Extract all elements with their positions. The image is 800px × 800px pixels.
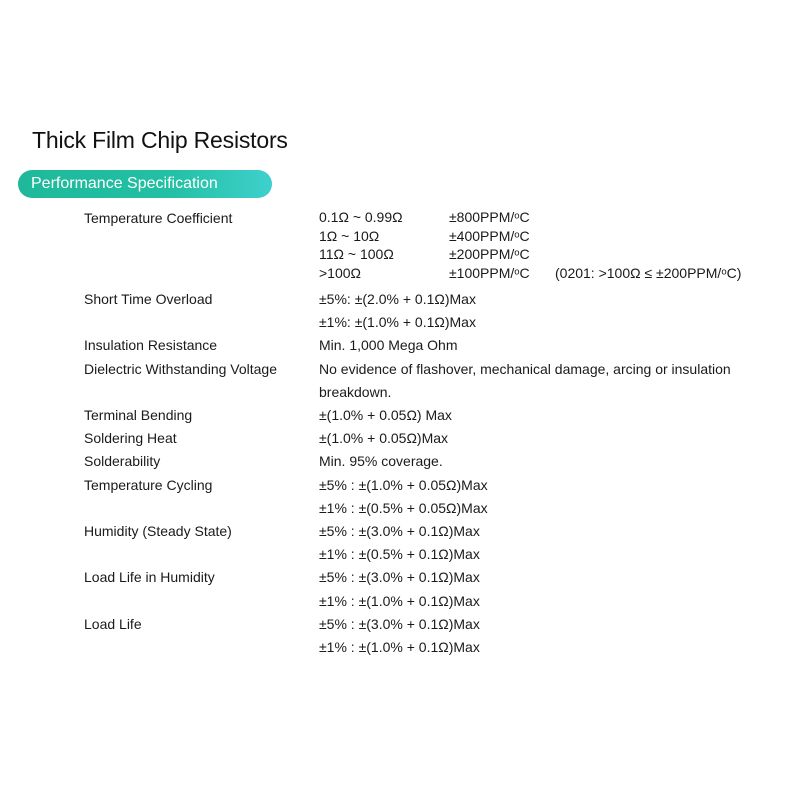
spec-label: Solderability — [84, 453, 161, 470]
spec-row — [84, 288, 774, 334]
spec-value: ±(1.0% + 0.05Ω)Max — [319, 430, 449, 447]
spec-value: ±1%: ±(1.0% + 0.1Ω)Max — [319, 314, 476, 331]
spec-value: breakdown. — [319, 383, 392, 400]
spec-value: ±5% : ±(1.0% + 0.05Ω)Max — [319, 476, 488, 493]
spec-row — [84, 334, 774, 357]
tc-ppm: ±100PPM/ᵒC — [449, 264, 530, 281]
spec-value: No evidence of flashover, mechanical damage, arcing or insulation — [319, 360, 731, 377]
spec-value: ±1% : ±(0.5% + 0.05Ω)Max — [319, 499, 488, 516]
spec-value: ±1% : ±(1.0% + 0.1Ω)Max — [319, 592, 480, 609]
spec-values — [319, 427, 774, 450]
spec-label: Terminal Bending — [84, 407, 193, 424]
spec-row — [84, 358, 774, 404]
spec-label: Load Life — [84, 615, 142, 632]
tc-ppm: ±800PPM/ᵒC — [449, 209, 530, 225]
spec-label: Humidity (Steady State) — [84, 523, 232, 540]
tc-ppm: ±400PPM/ᵒC — [449, 227, 530, 244]
spec-rows — [84, 288, 774, 659]
spec-values — [319, 404, 774, 427]
spec-row — [84, 427, 774, 450]
spec-values — [319, 450, 774, 473]
spec-value: ±5% : ±(3.0% + 0.1Ω)Max — [319, 615, 480, 632]
spec-label: Insulation Resistance — [84, 337, 218, 354]
spec-label: Short Time Overload — [84, 291, 213, 307]
tc-row — [319, 264, 774, 283]
spec-value: Min. 1,000 Mega Ohm — [319, 337, 458, 354]
spec-value: ±5% : ±(3.0% + 0.1Ω)Max — [319, 523, 480, 540]
spec-value: ±1% : ±(0.5% + 0.1Ω)Max — [319, 546, 480, 563]
spec-label: Dielectric Withstanding Voltage — [84, 360, 277, 377]
spec-row — [84, 404, 774, 427]
tc-ppm: ±200PPM/ᵒC — [449, 246, 530, 262]
section-banner: Performance Specification — [18, 170, 272, 198]
spec-row — [84, 474, 774, 520]
tc-row — [319, 245, 774, 264]
spec-values — [319, 474, 774, 520]
spec-values — [319, 613, 774, 659]
tc-range: 0.1Ω ~ 0.99Ω — [319, 209, 403, 225]
spec-row-temperature-coefficient — [84, 206, 774, 288]
spec-row — [84, 613, 774, 659]
spec-row — [84, 450, 774, 473]
spec-label: Load Life in Humidity — [84, 569, 215, 586]
spec-value: ±5% : ±(3.0% + 0.1Ω)Max — [319, 569, 480, 586]
spec-value: ±5%: ±(2.0% + 0.1Ω)Max — [319, 291, 476, 307]
tc-values — [319, 208, 774, 282]
tc-note: (0201: >100Ω ≤ ±200PPM/ᵒC) — [555, 264, 742, 281]
page-title: Thick Film Chip Resistors — [32, 127, 288, 153]
spec-table — [84, 206, 774, 659]
tc-range: 11Ω ~ 100Ω — [319, 246, 394, 262]
spec-value: Min. 95% coverage. — [319, 453, 443, 470]
spec-values — [319, 334, 774, 357]
tc-range: >100Ω — [319, 264, 361, 281]
spec-label: Temperature Cycling — [84, 476, 213, 493]
spec-values — [319, 566, 774, 612]
spec-value: ±(1.0% + 0.05Ω) Max — [319, 407, 452, 424]
spec-value: ±1% : ±(1.0% + 0.1Ω)Max — [319, 639, 480, 656]
spec-label: Temperature Coefficient — [84, 210, 233, 226]
tc-row — [319, 208, 774, 227]
spec-row — [84, 520, 774, 566]
tc-range: 1Ω ~ 10Ω — [319, 227, 380, 244]
spec-values — [319, 520, 774, 566]
spec-row — [84, 566, 774, 612]
spec-values — [319, 288, 774, 334]
tc-row — [319, 227, 774, 246]
spec-values — [319, 358, 774, 404]
spec-label: Soldering Heat — [84, 430, 177, 447]
